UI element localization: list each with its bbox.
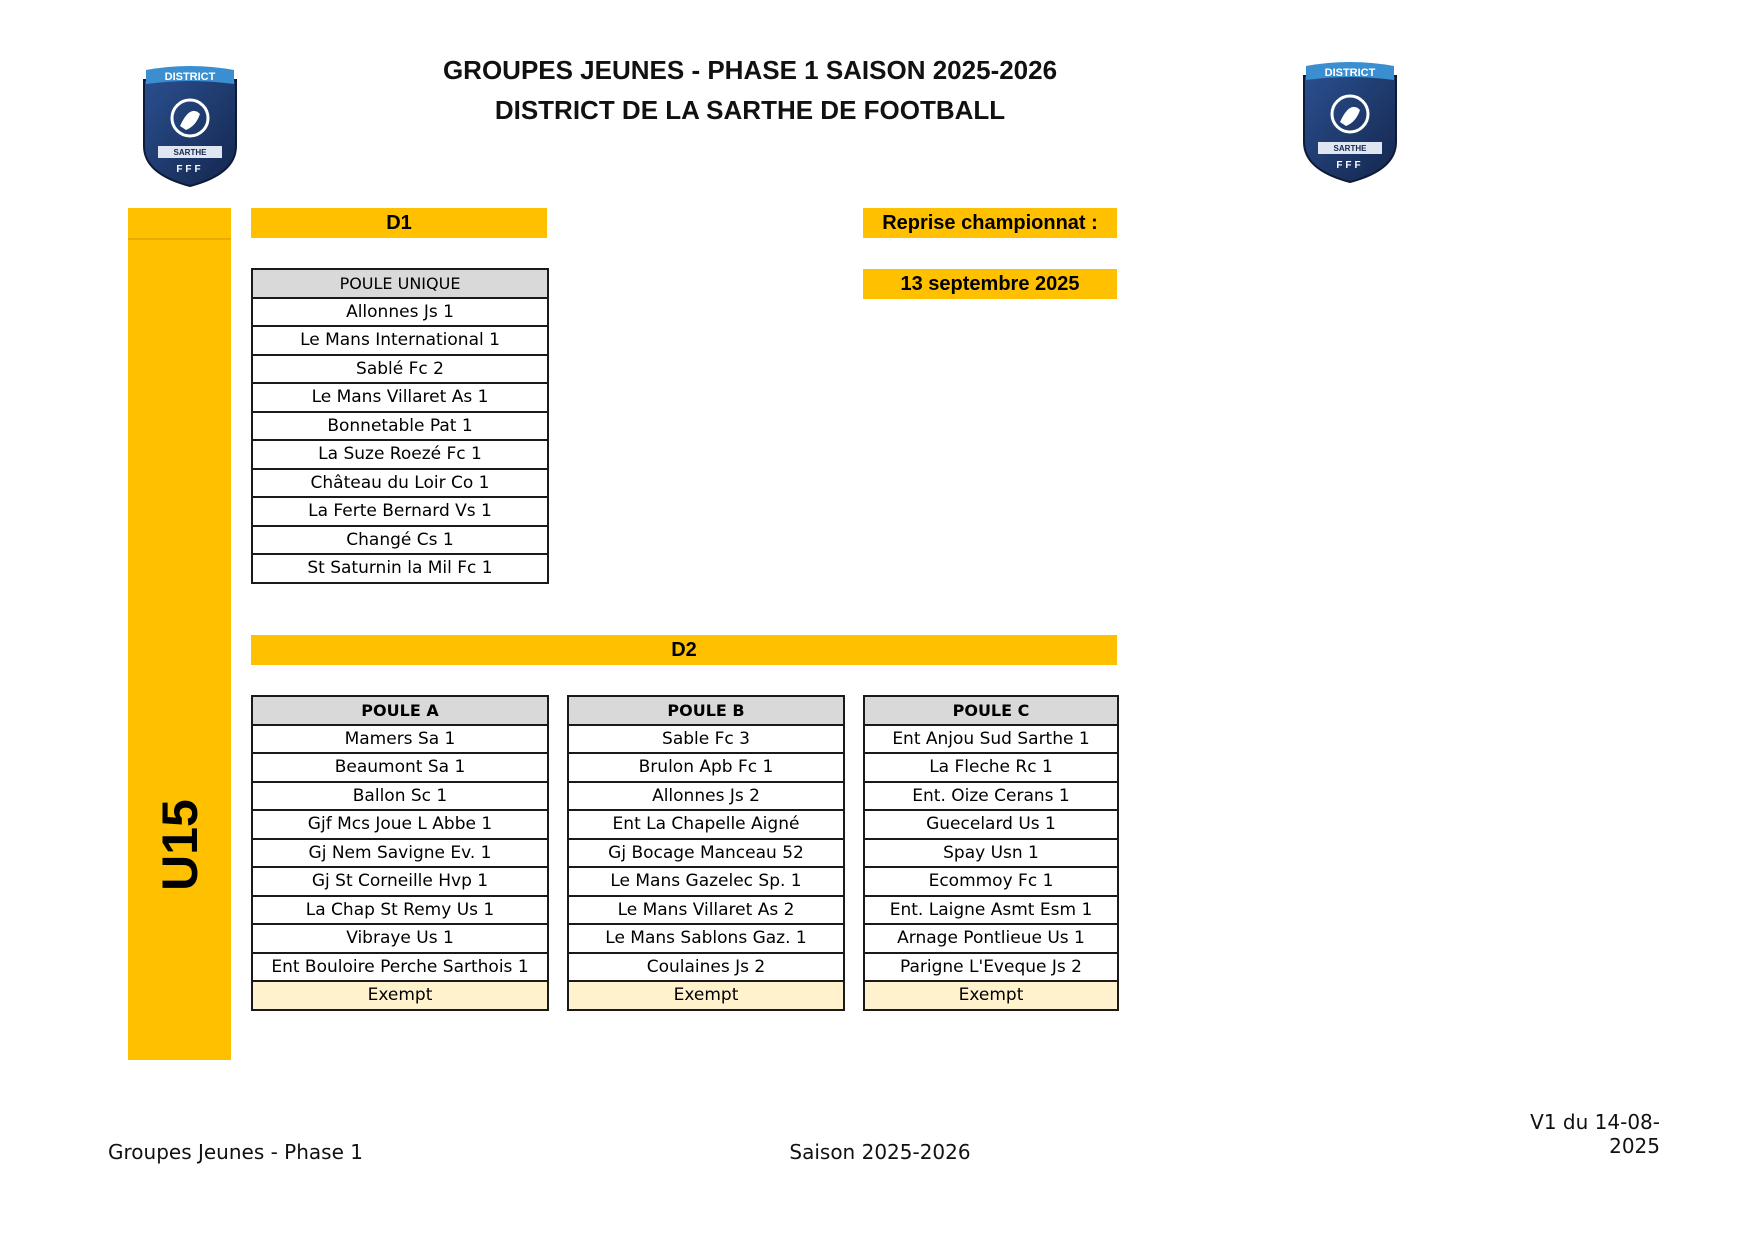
- team-cell: Ecommoy Fc 1: [864, 867, 1118, 896]
- team-cell: La Ferte Bernard Vs 1: [252, 497, 548, 526]
- logo-fff-text: FFF: [176, 164, 204, 175]
- team-cell: Ent. Oize Cerans 1: [864, 782, 1118, 811]
- team-cell: Mamers Sa 1: [252, 725, 548, 754]
- team-cell: Brulon Apb Fc 1: [568, 753, 844, 782]
- district-logo-right: [1300, 60, 1400, 184]
- footer-left: Groupes Jeunes - Phase 1: [108, 1140, 363, 1164]
- team-cell: Bonnetable Pat 1: [252, 412, 548, 441]
- team-cell: Gjf Mcs Joue L Abbe 1: [252, 810, 548, 839]
- logo-sarthe-text: SARTHE: [1333, 144, 1367, 153]
- poule-header: POULE A: [252, 696, 548, 725]
- team-cell: Le Mans Villaret As 1: [252, 383, 548, 412]
- team-cell: Beaumont Sa 1: [252, 753, 548, 782]
- category-label: [128, 790, 231, 900]
- team-cell: Ent La Chapelle Aigné: [568, 810, 844, 839]
- page-title-line2: DISTRICT DE LA SARTHE DE FOOTBALL: [494, 95, 1006, 125]
- team-cell: Changé Cs 1: [252, 526, 548, 555]
- team-cell: La Chap St Remy Us 1: [252, 896, 548, 925]
- version-note: V1 du 14-08-2025: [1530, 1110, 1660, 1158]
- team-cell: Sablé Fc 2: [252, 355, 548, 384]
- exempt-cell: Exempt: [864, 981, 1118, 1010]
- team-cell: Sable Fc 3: [568, 725, 844, 754]
- poule-header: POULE C: [864, 696, 1118, 725]
- team-cell: Arnage Pontlieue Us 1: [864, 924, 1118, 953]
- team-cell: Allonnes Js 2: [568, 782, 844, 811]
- team-cell: Gj Bocage Manceau 52: [568, 839, 844, 868]
- team-cell: La Suze Roezé Fc 1: [252, 440, 548, 469]
- footer-center: Saison 2025-2026: [789, 1140, 971, 1164]
- team-cell: Gj St Corneille Hvp 1: [252, 867, 548, 896]
- team-cell: Ballon Sc 1: [252, 782, 548, 811]
- poule-header: POULE B: [568, 696, 844, 725]
- d2-poule-b-table: [567, 695, 845, 1011]
- team-cell: Gj Nem Savigne Ev. 1: [252, 839, 548, 868]
- poule-header: POULE UNIQUE: [252, 269, 548, 298]
- district-logo-left: [140, 64, 240, 188]
- team-cell: Ent Anjou Sud Sarthe 1: [864, 725, 1118, 754]
- team-cell: Le Mans Villaret As 2: [568, 896, 844, 925]
- logo-district-text: DISTRICT: [1324, 67, 1376, 79]
- team-cell: Le Mans International 1: [252, 326, 548, 355]
- team-cell: Ent. Laigne Asmt Esm 1: [864, 896, 1118, 925]
- d1-poule-unique-table: [251, 268, 549, 584]
- team-cell: Coulaines Js 2: [568, 953, 844, 982]
- d2-poule-c-table: [863, 695, 1119, 1011]
- team-cell: Vibraye Us 1: [252, 924, 548, 953]
- d1-header: D1: [251, 208, 547, 238]
- logo-sarthe-text: SARTHE: [173, 148, 207, 157]
- d2-header: D2: [251, 635, 1117, 665]
- team-cell: Allonnes Js 1: [252, 298, 548, 327]
- reprise-date: 13 septembre 2025: [863, 269, 1117, 299]
- team-cell: Le Mans Sablons Gaz. 1: [568, 924, 844, 953]
- category-label-text: U15: [151, 799, 208, 891]
- team-cell: Le Mans Gazelec Sp. 1: [568, 867, 844, 896]
- page-title-line1: GROUPES JEUNES - PHASE 1 SAISON 2025-2026: [442, 55, 1058, 85]
- team-cell: St Saturnin la Mil Fc 1: [252, 554, 548, 583]
- team-cell: La Fleche Rc 1: [864, 753, 1118, 782]
- exempt-cell: Exempt: [252, 981, 548, 1010]
- category-band-divider: [128, 238, 231, 240]
- logo-fff-text: FFF: [1336, 160, 1364, 171]
- category-band: [128, 208, 231, 1060]
- reprise-label: Reprise championnat :: [863, 208, 1117, 238]
- exempt-cell: Exempt: [568, 981, 844, 1010]
- team-cell: Parigne L'Eveque Js 2: [864, 953, 1118, 982]
- team-cell: Guecelard Us 1: [864, 810, 1118, 839]
- d2-poule-a-table: [251, 695, 549, 1011]
- team-cell: Spay Usn 1: [864, 839, 1118, 868]
- team-cell: Ent Bouloire Perche Sarthois 1: [252, 953, 548, 982]
- logo-district-text: DISTRICT: [164, 71, 216, 83]
- team-cell: Château du Loir Co 1: [252, 469, 548, 498]
